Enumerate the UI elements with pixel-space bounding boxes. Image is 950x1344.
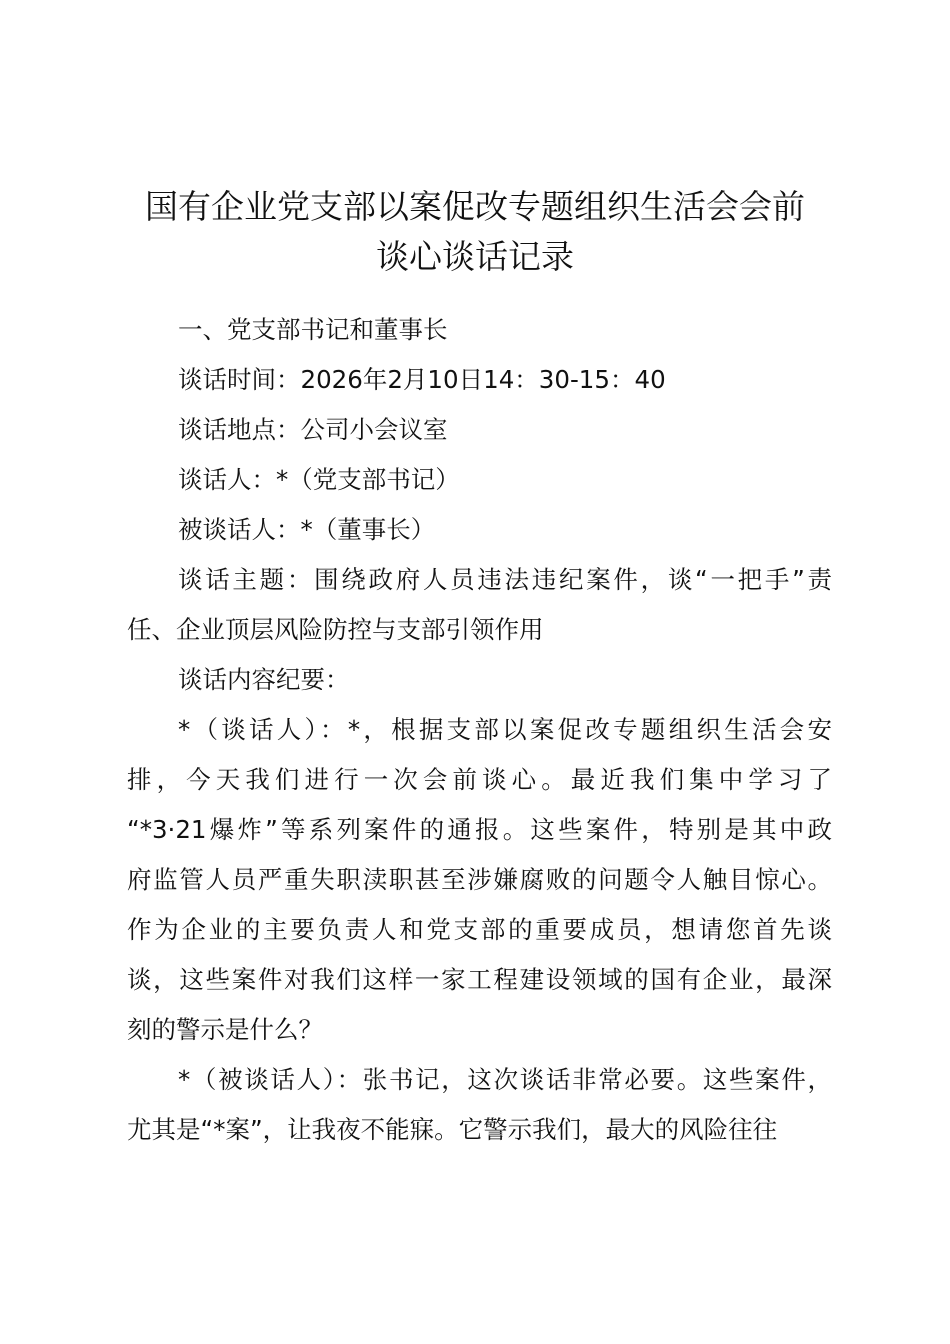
paragraph-line: 一、党支部书记和董事长 xyxy=(178,315,448,344)
title-line: 谈心谈话记录 xyxy=(376,237,574,276)
paragraph-line: *（谈话人）：*，根据支部以案促改专题组织生活会安 xyxy=(178,715,832,744)
paragraph-line: 排，今天我们进行一次会前谈心。最近我们集中学习了 xyxy=(127,765,832,794)
paragraph-line: 谈话主题：围绕政府人员违法违纪案件，谈“一把手”责 xyxy=(178,565,832,594)
paragraph-line: 被谈话人：*（董事长） xyxy=(178,515,436,544)
paragraph-line: 谈话人：*（党支部书记） xyxy=(178,465,460,494)
paragraph-line: 谈，这些案件对我们这样一家工程建设领域的国有企业，最深 xyxy=(127,965,832,994)
paragraph xyxy=(127,655,832,705)
paragraph-line: 府监管人员严重失职渎职甚至涉嫌腐败的问题令人触目惊心。 xyxy=(127,865,832,894)
paragraph-line: “*3·21爆炸”等系列案件的通报。这些案件，特别是其中政 xyxy=(127,815,832,844)
paragraph xyxy=(127,555,832,655)
paragraph xyxy=(127,305,832,355)
paragraph-line: 尤其是“*案”，让我夜不能寐。它警示我们，最大的风险往往 xyxy=(127,1115,778,1144)
document-title xyxy=(0,182,950,282)
paragraph xyxy=(127,455,832,505)
document-body xyxy=(127,305,832,1155)
paragraph xyxy=(127,405,832,455)
paragraph xyxy=(127,1055,832,1155)
paragraph-line: 刻的警示是什么？ xyxy=(127,1015,323,1044)
paragraph xyxy=(127,705,832,1055)
paragraph xyxy=(127,355,832,405)
paragraph-line: 任、企业顶层风险防控与支部引领作用 xyxy=(127,615,544,644)
paragraph-line: 谈话地点：公司小会议室 xyxy=(178,415,448,444)
paragraph-line: 谈话内容纪要： xyxy=(178,665,350,694)
paragraph-line: *（被谈话人）：张书记，这次谈话非常必要。这些案件， xyxy=(178,1065,832,1094)
paragraph-line: 作为企业的主要负责人和党支部的重要成员，想请您首先谈 xyxy=(127,915,832,944)
paragraph xyxy=(127,505,832,555)
title-line: 国有企业党支部以案促改专题组织生活会会前 xyxy=(145,187,805,226)
paragraph-line: 谈话时间：2026年2月10日14：30-15：40 xyxy=(178,365,666,394)
